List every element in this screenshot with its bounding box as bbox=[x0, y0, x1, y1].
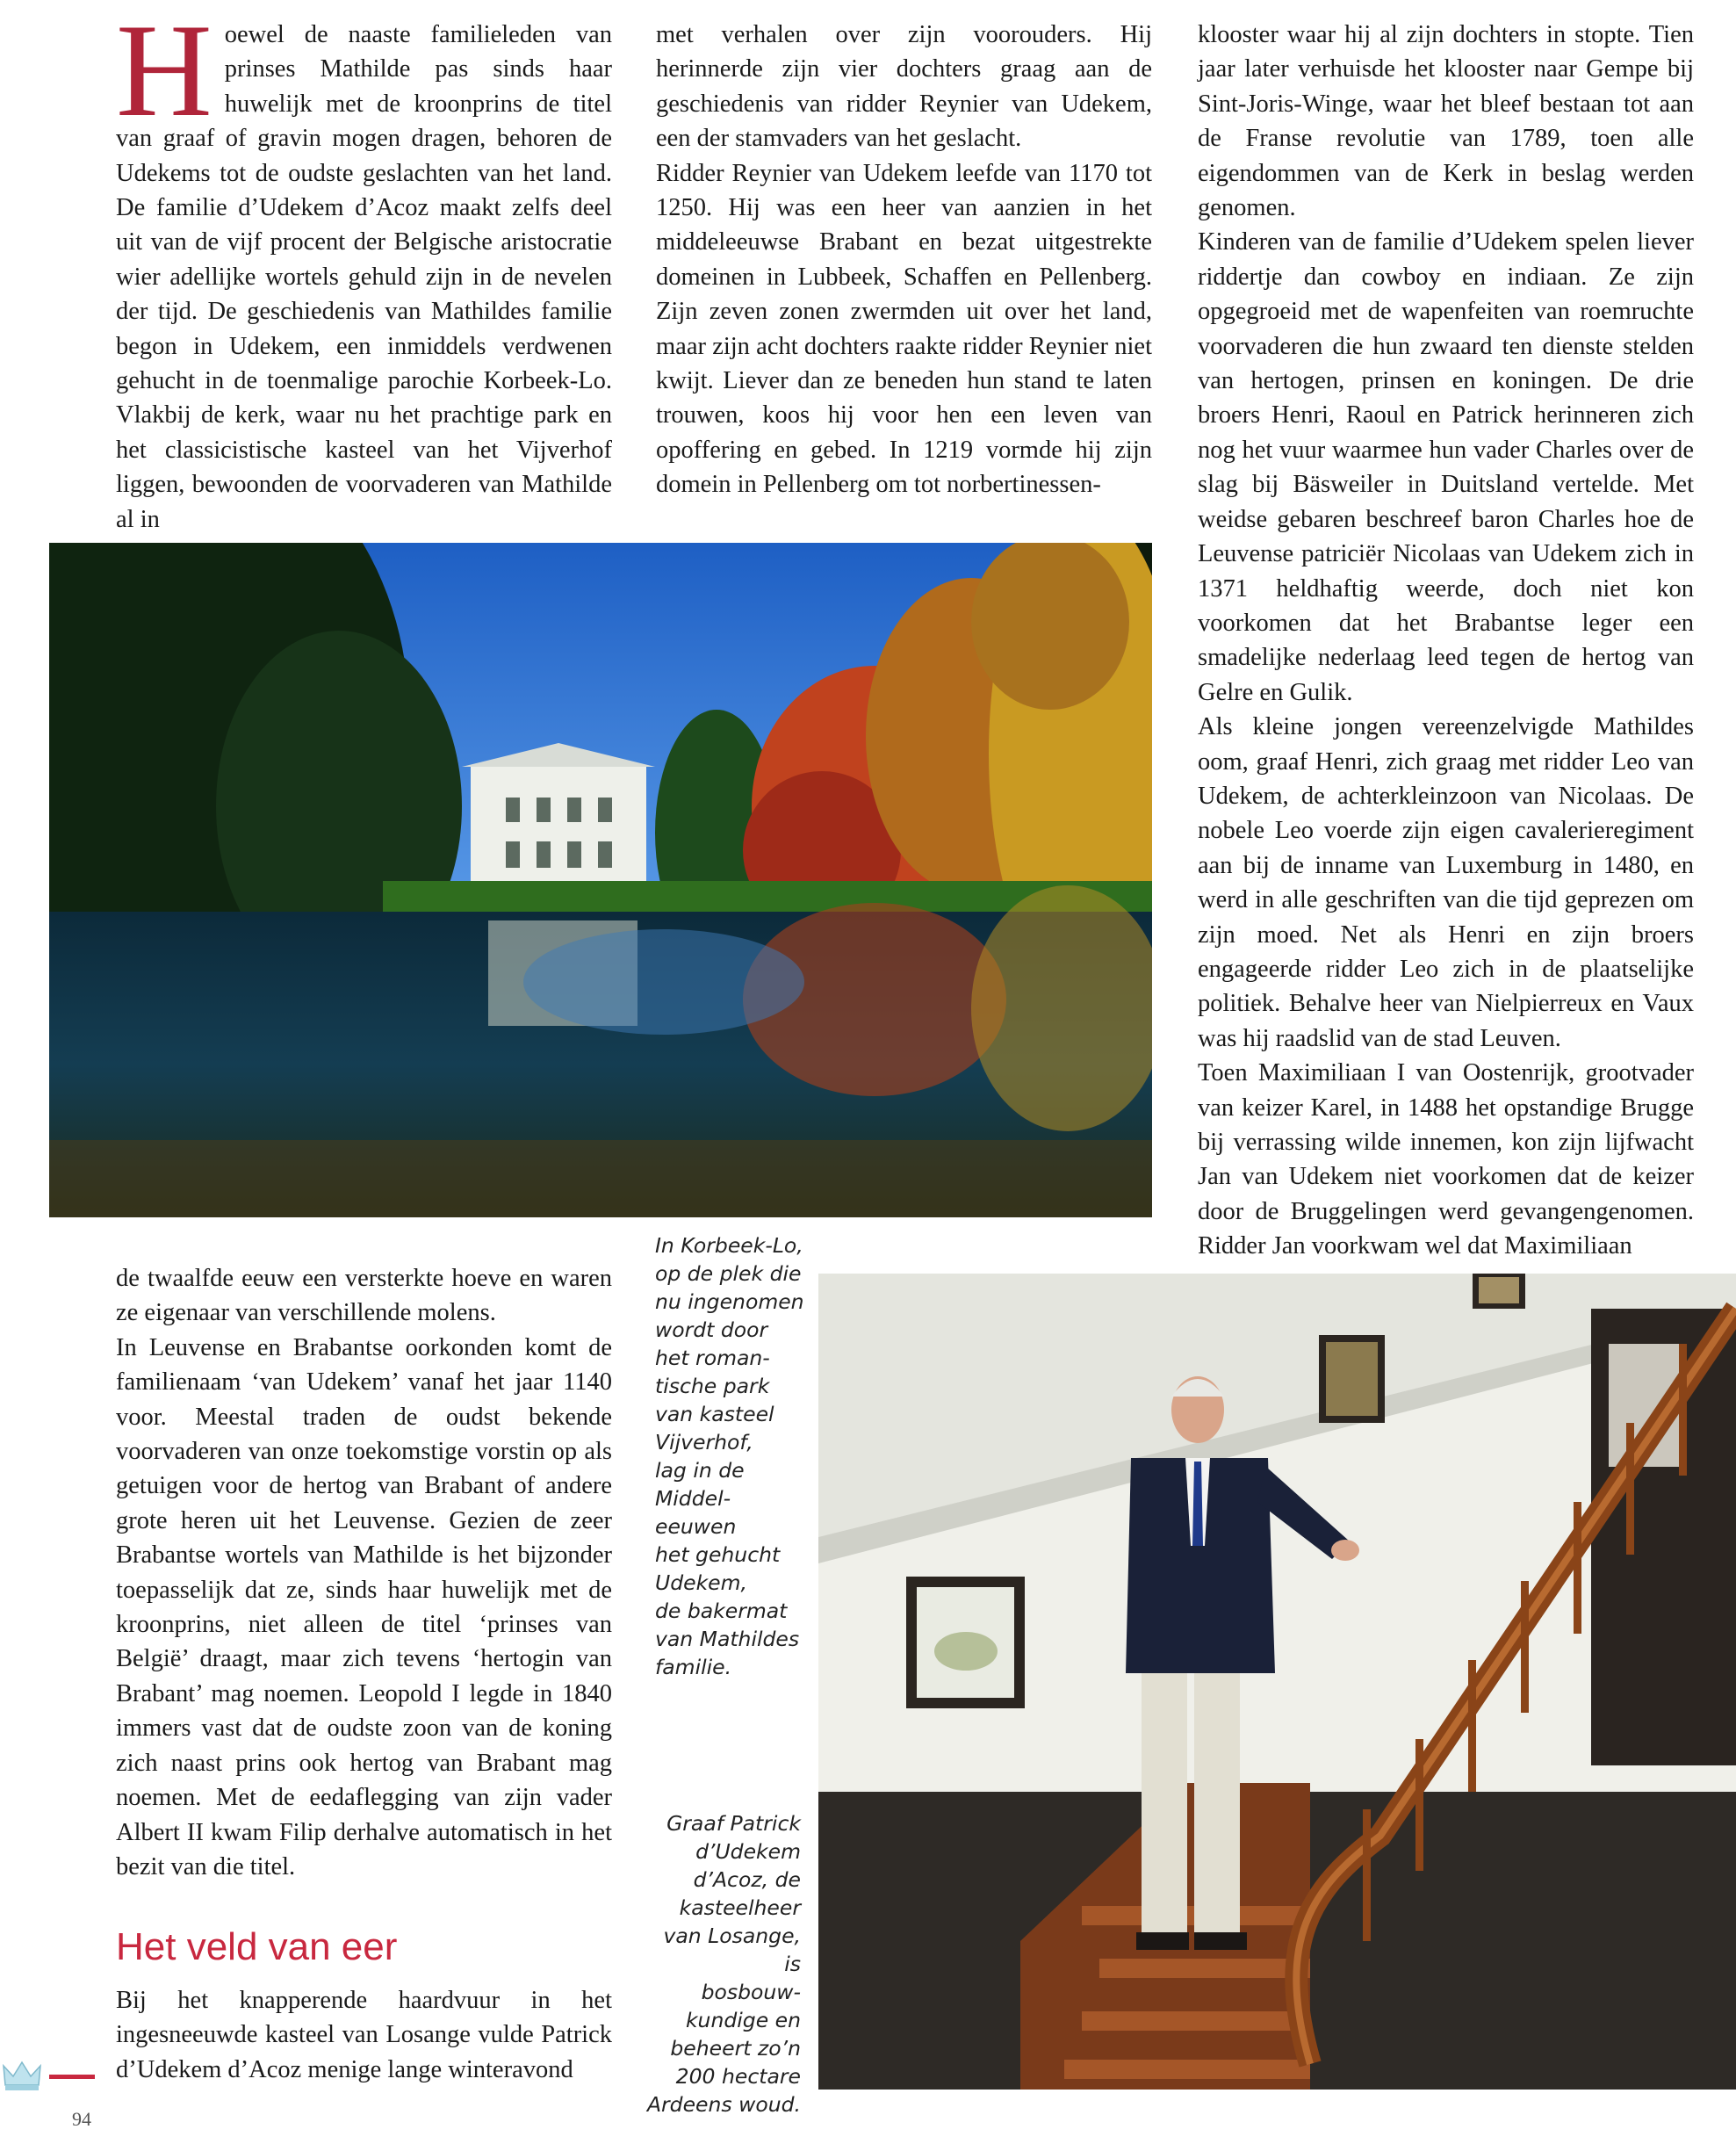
article-paragraph: Ridder Reynier van Udekem leefde van 1170 tot 1250. Hij was een heer van aanzien in het middeleeuwse Brabant en bezat uitgestrekte domeinen in Lubbeek, Schaffen en Pellenberg. Zijn zeven zonen zwermden uit over het land, maar zijn acht dochters raakte ridder Reynier niet kwijt. Liever dan ze beneden hun stand te laten trouwen, koos hij voor hen een leven van opoffering en gebed. In 1219 vormde hij zijn domein in Pellenberg om tot norbertinessen- bbox=[656, 159, 1152, 499]
wall-picture bbox=[906, 1577, 1025, 1708]
staircase-photo-caption: Graaf Patrick d’Udekem d’Acoz, de kasteelheer van Losange, is bosbouw- kundige en beheert zo’n 200 hectare Ardeens woud. bbox=[646, 1811, 801, 2117]
article-paragraph: Hoewel de naaste familieleden van prinses Mathilde pas sinds haar huwelijk met de kroonprins de titel van graaf of gravin mogen dragen, behoren de Udekems tot de oudste geslachten van het land. De familie d’Udekem d’Acoz maakt zelfs deel uit van de vijf procent der Belgische aristocratie wier adellijke wortels gehuld zijn in de nevelen der tijd. De geschiedenis van Mathildes familie begon in Udekem, een inmiddels verdwenen gehucht in de toenmalige parochie Korbeek-Lo. Vlakbij de kerk, waar nu het prachtige park en het classicistische kasteel van het Vijverhof liggen, bewoonden de voorvaderen van Mathilde al in bbox=[116, 0, 612, 533]
wall-picture bbox=[1319, 1335, 1385, 1423]
section-heading: Het veld van eer bbox=[116, 1925, 398, 1968]
page-number: 94 bbox=[72, 2108, 91, 2130]
article-column-2-top bbox=[656, 18, 1152, 502]
crown-icon bbox=[2, 2057, 42, 2092]
article-column-1-bottom bbox=[116, 1261, 612, 1884]
article-paragraph: Toen Maximiliaan I van Oostenrijk, grootvader van keizer Karel, in 1488 het opstandige Brugge bij verrassing wilde innemen, kon zijn lijfwacht Jan van Udekem niet voorkomen dat de keizer door de Bruggelingen werd gevangengenomen. Ridder Jan voorkwam wel dat Maximiliaan bbox=[1198, 1059, 1694, 1260]
article-paragraph: de twaalfde eeuw een versterkte hoeve en waren ze eigenaar van verschillende molens. bbox=[116, 1265, 612, 1327]
castle-building bbox=[462, 743, 655, 890]
castle-photo-caption: In Korbeek-Lo, op de plek die nu ingenomen wordt door het roman- tische park van kasteel Vijverhof, lag in de Middel- eeuwen het gehucht Udekem, de bakermat van Mathildes familie. bbox=[655, 1233, 804, 1679]
article-paragraph: Bij het knapperende haardvuur in het ingesneeuwde kasteel van Losange vulde Patrick d’Udekem d’Acoz menige lange winteravond bbox=[116, 1987, 612, 2083]
article-paragraph: In Leuvense en Brabantse oorkonden komt de familienaam ‘van Udekem’ vanaf het jaar 1140 voor. Meestal traden de oudst bekende voorvaderen van onze toekomstige vorstin op als getuigen voor de hertog van Brabant of andere grote heren uit het Leuvense. Gezien de zeer Brabantse wortels van Mathilde is het bijzonder toepasselijk dat ze, sinds haar huwelijk met de kroonprins, niet alleen de titel ‘prinses van België’ draagt, maar zich tevens ‘hertogin van Brabant’ mag noemen. Leopold I legde in 1840 immers vast dat de oudste zoon van de koning zich naast prins ook hertog van Brabant mag noemen. Met de eedaflegging van zijn vader Albert II kwam Filip derhalve automatisch in het bezit van die titel. bbox=[116, 1333, 612, 1880]
wall-picture bbox=[1473, 1274, 1525, 1309]
article-paragraph: Als kleine jongen vereenzelvigde Mathildes oom, graaf Henri, zich graag met ridder Leo van Udekem, de achterkleinzoon van Nicolaas. De nobele Leo voerde zijn eigen cavalerieregiment aan bij de inname van Luxemburg in 1480, en werd in alle geschriften van die tijd geprezen om zijn moed. Net als Henri en zijn broers engageerde ridder Leo zich in de plaatselijke politiek. Behalve heer van Nielpierreux en Vaux was hij raadslid van de stad Leuven. bbox=[1198, 713, 1694, 1052]
castle-lake-photo bbox=[49, 543, 1152, 1217]
section-intro bbox=[116, 1983, 612, 2087]
article-paragraph: met verhalen over zijn voorouders. Hij herinnerde zijn vier dochters graag aan de geschiedenis van ridder Reynier van Udekem, een der stamvaders van het geslacht. bbox=[656, 21, 1152, 153]
article-column-3 bbox=[1198, 18, 1694, 1264]
staircase-portrait-photo bbox=[818, 1274, 1736, 2090]
drop-cap: H bbox=[116, 0, 212, 144]
article-paragraph: klooster waar hij al zijn dochters in stopte. Tien jaar later verhuisde het klooster naar Gempe bij Sint-Joris-Winge, waar het bleef bestaan tot aan de Franse revolutie van 1789, toen alle eigendommen van de Kerk in beslag werden genomen. bbox=[1198, 21, 1694, 222]
accent-rule bbox=[49, 2075, 95, 2079]
article-column-1-top bbox=[116, 0, 612, 537]
article-paragraph: Kinderen van de familie d’Udekem spelen liever riddertje dan cowboy en indiaan. Ze zijn opgegroeid met de wapenfeiten van roemruchte voorvaderen die hun zwaard ten dienste stelden van hertogen, prinsen en koningen. De drie broers Henri, Raoul en Patrick herinneren zich nog het vuur waarmee hun vader Charles over de slag bij Bäsweiler in Duitsland vertelde. Met weidse gebaren beschreef baron Charles hoe de Leuvense patriciër Nicolaas van Udekem zich in 1371 heldhaftig weerde, doch niet kon voorkomen dat het Brabantse leger een smadelijke nederlaag leed tegen de hertog van Gelre en Gulik. bbox=[1198, 228, 1694, 706]
